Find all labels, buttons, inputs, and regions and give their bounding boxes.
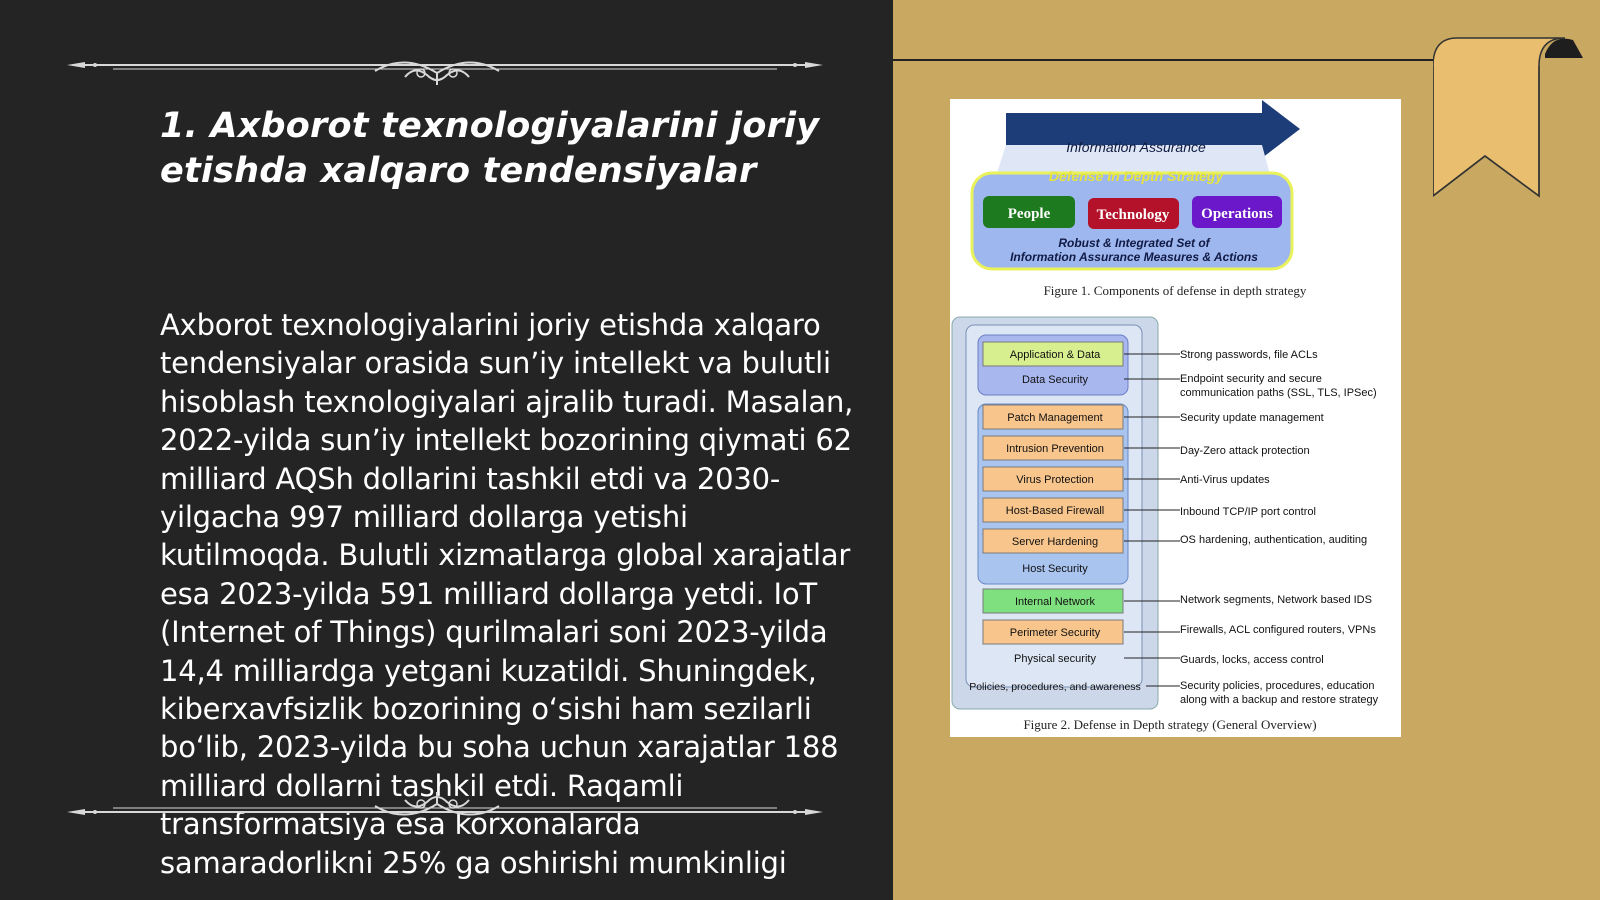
top-ornament-divider xyxy=(65,45,825,85)
slide-body-text: Axborot texnologiyalarini joriy etishda xalqaro tendensiyalar orasida sun’iy intellekt va bulutli hisoblash texnologiyalari ajralib turadi. Masalan, 2022-yilda sun’iy intellekt bozorining qiymati 62 milliard AQSh dollarini tashkil etdi va 2030-yilgacha 997 milliard dollarga yetishi kutilmoqda. Bulutli xizmatlarga global xarajatlar esa 2023-yilda 591 milliard dollarga yetdi. IoT (Internet of Things) qurilmalari soni 2023-yilda 14,4 milliardga yetgani kuzatildi. Shuningdek, kiberxavfsizlik bozorining o‘sishi ham sezilarli bo‘lib, 2023-yilda bu soha uchun xarajatlar 188 milliard dollarni tashkil etdi. Raqamli transformatsiya esa korxonalarda samaradorlikni 25% ga oshirishi mumkinligi xyxy=(160,308,854,880)
layer-desc-perimeter-security: Firewalls, ACL configured routers, VPNs xyxy=(1180,624,1376,636)
layer-label-internal-network: Internal Network xyxy=(1014,596,1096,608)
layer-desc-policies-procedures-and-awareness: Security policies, procedures, education xyxy=(1180,680,1375,692)
layer-desc-virus-protection: Anti-Virus updates xyxy=(1180,474,1270,486)
layer-label-host-based-firewall: Host-Based Firewall xyxy=(1005,505,1105,517)
layer-label-server-hardening: Server Hardening xyxy=(1011,536,1099,548)
strategy-label: Defense In Depth Strategy xyxy=(1048,168,1224,184)
subtitle-line-2: Information Assurance Measures & Actions xyxy=(1010,250,1258,264)
layer-label-data-security: Data Security xyxy=(1021,374,1089,386)
slide-title: 1. Axborot texnologiyalarini joriy etishda xalqaro tendensiyalar xyxy=(160,106,820,191)
layer-label-intrusion-prevention: Intrusion Prevention xyxy=(1006,443,1104,455)
figure-1-caption: Figure 1. Components of defense in depth strategy xyxy=(1043,283,1307,298)
pillar-operations-label: Operations xyxy=(1201,206,1273,222)
bookmark-ribbon-icon xyxy=(1433,36,1600,206)
arrow-label: Information Assurance xyxy=(1066,139,1206,155)
layer-label-perimeter-security: Perimeter Security xyxy=(1009,627,1101,639)
layer-desc-server-hardening: OS hardening, authentication, auditing xyxy=(1180,534,1368,546)
layer-desc-data-security: communication paths (SSL, TLS, IPSec) xyxy=(1180,387,1377,399)
pillar-people-label: People xyxy=(1007,206,1051,222)
subtitle-line-1: Robust & Integrated Set of xyxy=(1058,236,1210,250)
layer-label-patch-management: Patch Management xyxy=(1007,412,1103,424)
bottom-ornament-divider xyxy=(65,792,825,832)
figure-panel xyxy=(893,0,1600,900)
pillars-group xyxy=(983,196,1282,229)
layer-descriptions xyxy=(1124,349,1379,706)
pillar-technology-label: Technology xyxy=(1096,207,1170,223)
layer-desc-host-based-firewall: Inbound TCP/IP port control xyxy=(1180,506,1316,518)
layer-desc-internal-network: Network segments, Network based IDS xyxy=(1180,594,1372,606)
layer-desc-policies-procedures-and-awareness: along with a backup and restore strategy xyxy=(1180,694,1379,706)
layer-desc-physical-security: Guards, locks, access control xyxy=(1180,654,1324,666)
figure-1 xyxy=(972,100,1307,298)
layer-desc-intrusion-prevention: Day-Zero attack protection xyxy=(1180,445,1310,457)
layer-label-host-security: Host Security xyxy=(1022,563,1088,575)
figure-2-caption: Figure 2. Defense in Depth strategy (General Overview) xyxy=(1023,717,1317,732)
header-rule xyxy=(893,59,1433,61)
layer-label-physical-security: Physical security xyxy=(1014,653,1096,665)
layer-desc-application-data: Strong passwords, file ACLs xyxy=(1180,349,1318,361)
layer-desc-patch-management: Security update management xyxy=(1180,412,1324,424)
defense-in-depth-figure xyxy=(950,99,1401,737)
figure-2 xyxy=(952,317,1379,732)
layer-desc-data-security: Endpoint security and secure xyxy=(1180,373,1322,385)
layer-label-policies-procedures-and-awareness: Policies, procedures, and awareness xyxy=(969,681,1141,693)
layer-label-application-data: Application & Data xyxy=(1009,349,1101,361)
layer-label-virus-protection: Virus Protection xyxy=(1016,474,1094,486)
